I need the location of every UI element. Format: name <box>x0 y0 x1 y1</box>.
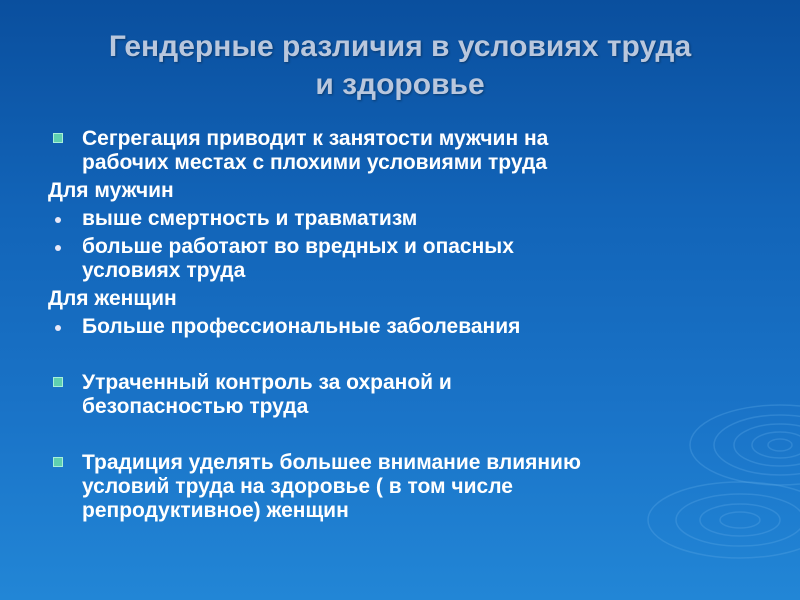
title-line-1: Гендерные различия в условиях труда <box>108 30 692 63</box>
bullet-control: Утраченный контроль за охраной и безопасностью труда <box>48 371 768 419</box>
spacer <box>48 343 768 371</box>
bullet-women-diseases: Больше профессиональные заболевания <box>48 315 768 339</box>
title-line-2: и здоровье <box>315 68 485 101</box>
bullet-men-hazardous: больше работают во вредных и опасных условиях труда <box>48 235 768 283</box>
men-heading: Для мужчин <box>48 179 174 202</box>
bullet-tradition: Традиция уделять большее внимание влиянию условий труда на здоровье ( в том числе репродуктивное) женщин <box>48 451 768 523</box>
slide-body <box>48 127 768 527</box>
bullet-segregation: Сегрегация приводит к занятости мужчин на рабочих местах с плохими условиями труда <box>48 127 768 175</box>
slide-title <box>40 28 760 104</box>
women-heading: Для женщин <box>48 287 177 310</box>
bullet-men-mortality: выше смертность и травматизм <box>48 207 768 231</box>
spacer <box>48 423 768 451</box>
